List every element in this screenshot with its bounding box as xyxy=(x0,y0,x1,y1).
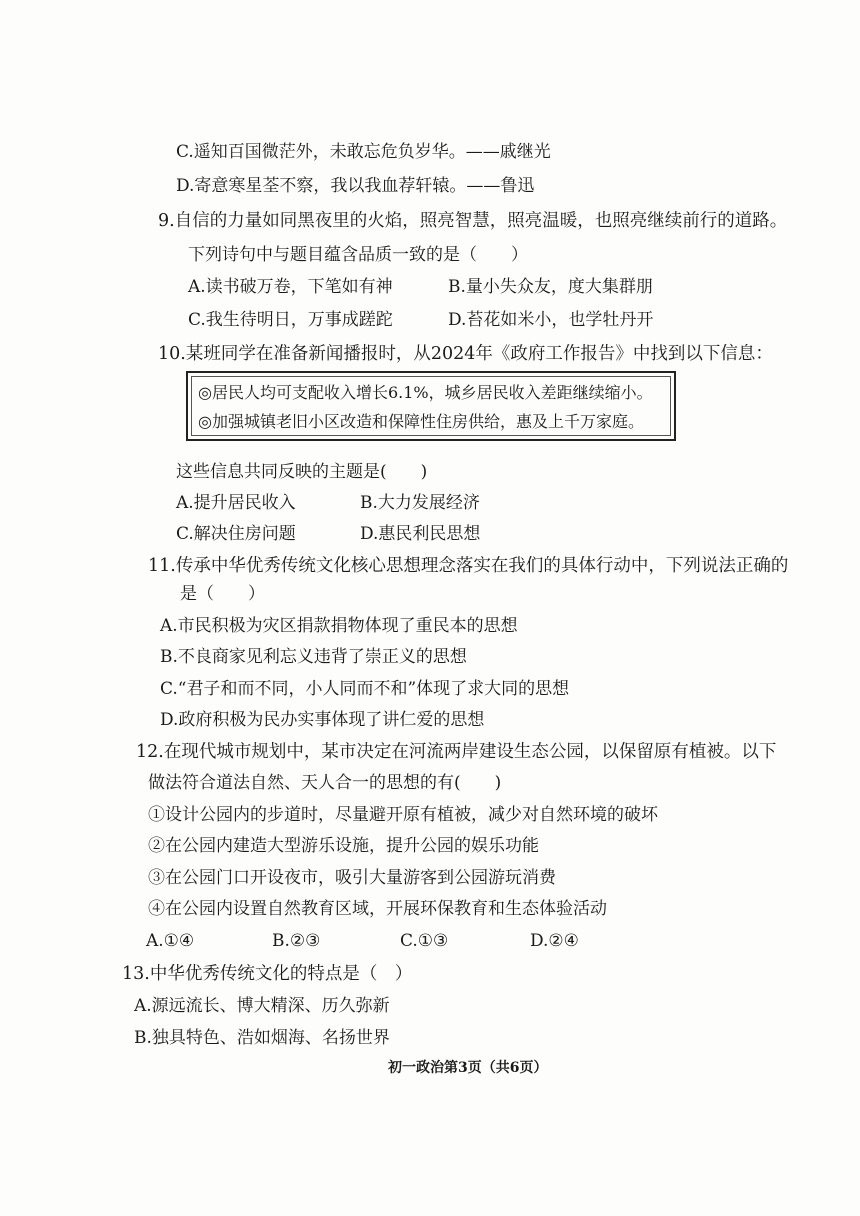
q10-option-b: B.大力发展经济 xyxy=(360,493,480,513)
q11-option-b: B.不良商家见利忘义违背了崇正义的思想 xyxy=(160,647,467,667)
q10-stem: 10.某班同学在准备新闻播报时，从2024年《政府工作报告》中找到以下信息： xyxy=(158,344,773,364)
q11-option-a: A.市民积极为灾区捐款捐物体现了重民本的思想 xyxy=(160,616,518,636)
q11-stem-line1: 11.传承中华优秀传统文化核心思想理念落实在我们的具体行动中，下列说法正确的 xyxy=(148,556,789,576)
q10-info-box xyxy=(186,371,676,441)
q12-option-d: D.②④ xyxy=(530,931,579,951)
q12-item-4: ④在公园内设置自然教育区域，开展环保教育和生态体验活动 xyxy=(148,899,607,919)
q12-stem-line2: 做法符合道法自然、天人合一的思想的有( ) xyxy=(148,773,502,793)
q12-item-2: ②在公园内建造大型游乐设施，提升公园的娱乐功能 xyxy=(148,836,539,856)
q12-option-a: A.①④ xyxy=(146,931,195,951)
q13-option-b: B.独具特色、浩如烟海、名扬世界 xyxy=(134,1028,390,1048)
q8-option-d: D.寄意寒星荃不察，我以我血荐轩辕。——鲁迅 xyxy=(176,176,535,196)
q10-ask: 这些信息共同反映的主题是( ) xyxy=(176,462,428,482)
q12-stem-line1: 12.在现代城市规划中，某市决定在河流两岸建设生态公园，以保留原有植被。以下 xyxy=(136,742,777,762)
q10-option-a: A.提升居民收入 xyxy=(176,493,296,513)
q9-option-a: A.读书破万卷，下笔如有神 xyxy=(188,277,393,297)
q9-stem-line1: 9.自信的力量如同黑夜里的火焰，照亮智慧，照亮温暖，也照亮继续前行的道路。 xyxy=(158,211,788,231)
q9-option-d: D.苔花如米小，也学牡丹开 xyxy=(448,310,654,330)
q10-option-d: D.惠民利民思想 xyxy=(360,524,481,544)
q10-info-line1: ◎居民人均可支配收入增长6.1%，城乡居民收入差距继续缩小。 xyxy=(198,383,653,402)
q9-stem-line2: 下列诗句中与题目蕴含品质一致的是（ ） xyxy=(188,245,528,265)
q11-option-d: D.政府积极为民办实事体现了讲仁爱的思想 xyxy=(160,710,485,730)
q13-stem: 13.中华优秀传统文化的特点是（ ） xyxy=(122,964,413,984)
q9-option-c: C.我生待明日，万事成蹉跎 xyxy=(188,310,393,330)
q12-option-b: B.②③ xyxy=(272,931,321,951)
q12-item-1: ①设计公园内的步道时，尽量避开原有植被，减少对自然环境的破坏 xyxy=(148,805,658,825)
q8-option-c: C.遥知百国微茫外，未敢忘危负岁华。——戚继光 xyxy=(176,142,551,162)
q11-stem-line2: 是（ ） xyxy=(180,584,265,604)
q9-option-b: B.量小失众友，度大集群朋 xyxy=(448,277,653,297)
q10-option-c: C.解决住房问题 xyxy=(176,524,296,544)
q11-option-c: C.“君子和而不同，小人同而不和”体现了求大同的思想 xyxy=(160,679,570,699)
page-footer: 初一政治第3页（共6页） xyxy=(388,1060,548,1076)
q12-item-3: ③在公园门口开设夜市，吸引大量游客到公园游玩消费 xyxy=(148,868,556,888)
q13-option-a: A.源远流长、博大精深、历久弥新 xyxy=(134,996,390,1016)
q10-info-line2: ◎加强城镇老旧小区改造和保障性住房供给，惠及上千万家庭。 xyxy=(198,412,644,431)
q12-option-c: C.①③ xyxy=(400,931,449,951)
